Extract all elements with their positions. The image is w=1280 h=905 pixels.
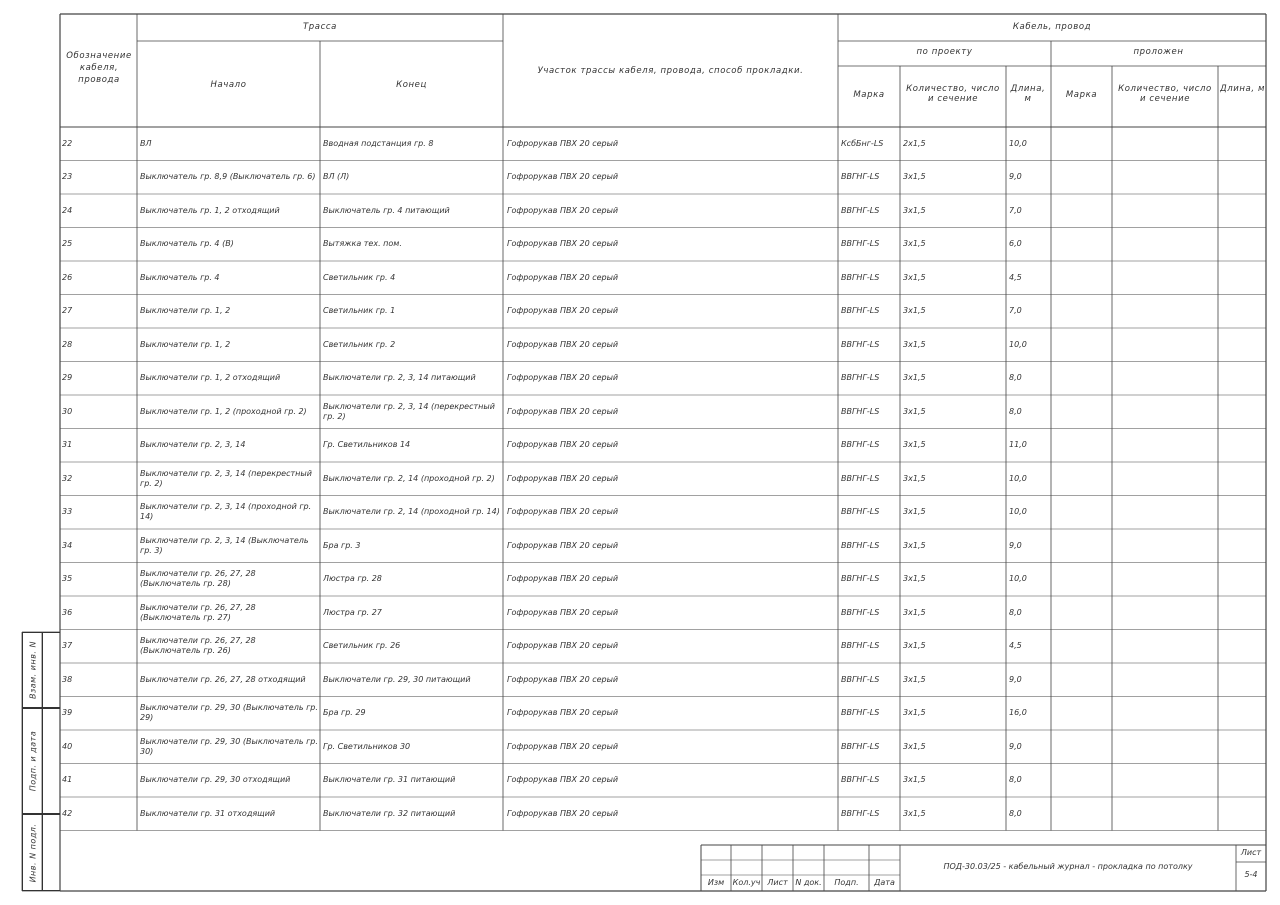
row-section: Гофрорукав ПВХ 20 серый [507,607,619,617]
row-section: Гофрорукав ПВХ 20 серый [507,138,619,148]
row-start: Выключатели гр. 1, 2 [140,306,231,316]
row-designation: 38 [62,674,73,684]
row-quantity: 3х1,5 [903,708,926,718]
row-length: 10,0 [1009,339,1027,349]
row-end: Люстра гр. 27 [323,607,382,617]
stamp-data: Дата [874,878,895,887]
stamp-sheet-number: 5-4 [1244,870,1258,879]
row-end: Выключатели гр. 32 питающий [323,808,456,818]
row-quantity: 3х1,5 [903,674,926,684]
row-end: ВЛ (Л) [323,172,350,182]
row-length: 4,5 [1009,272,1022,282]
row-length: 9,0 [1009,540,1022,550]
side-vzam: Взам. инв. N [22,632,42,708]
row-section: Гофрорукав ПВХ 20 серый [507,272,619,282]
stamp-kol: Кол.уч [732,878,761,887]
row-quantity: 3х1,5 [903,540,926,550]
header-quantity: Количество, число и сечение [906,84,1000,104]
row-quantity: 3х1,5 [903,775,926,785]
row-mark: ВВГНГ-LS [841,406,880,416]
row-length: 7,0 [1009,205,1022,215]
row-start: Выключатели гр. 2, 3, 14 (Выключатель гр. 3) [140,535,309,555]
row-mark: КсбБнг-LS [841,138,884,148]
row-mark: ВВГНГ-LS [841,172,880,182]
row-quantity: 3х1,5 [903,205,926,215]
header-length: Длина, м [1010,84,1046,104]
row-designation: 41 [62,775,73,785]
row-section: Гофрорукав ПВХ 20 серый [507,674,619,684]
row-end: Выключатель гр. 4 питающий [323,205,450,215]
row-length: 11,0 [1009,440,1027,450]
header-end: Конец [396,80,427,90]
row-designation: 28 [62,339,73,349]
row-quantity: 3х1,5 [903,339,926,349]
row-designation: 32 [62,473,73,483]
row-quantity: 3х1,5 [903,172,926,182]
row-end: Бра гр. 3 [323,540,361,550]
row-mark: ВВГНГ-LS [841,507,880,517]
row-mark: ВВГНГ-LS [841,339,880,349]
row-section: Гофрорукав ПВХ 20 серый [507,741,619,751]
header-laid: проложен [1133,47,1184,57]
row-quantity: 3х1,5 [903,574,926,584]
row-mark: ВВГНГ-LS [841,205,880,215]
row-designation: 33 [62,507,73,517]
row-mark: ВВГНГ-LS [841,239,880,249]
header-designation: Обозначение кабеля, провода [66,51,132,85]
row-length: 10,0 [1009,574,1027,584]
row-mark: ВВГНГ-LS [841,373,880,383]
header-route: Трасса [303,22,337,32]
row-designation: 40 [62,741,73,751]
row-designation: 36 [62,607,73,617]
row-designation: 26 [62,272,73,282]
row-section: Гофрорукав ПВХ 20 серый [507,775,619,785]
row-length: 16,0 [1009,708,1027,718]
row-section: Гофрорукав ПВХ 20 серый [507,540,619,550]
row-start: Выключатели гр. 1, 2 (проходной гр. 2) [140,406,307,416]
stamp-podp: Подп. [834,878,859,887]
row-mark: ВВГНГ-LS [841,607,880,617]
row-section: Гофрорукав ПВХ 20 серый [507,239,619,249]
row-designation: 24 [62,205,73,215]
row-section: Гофрорукав ПВХ 20 серый [507,708,619,718]
row-start: Выключатели гр. 31 отходящий [140,808,276,818]
header-by-project: по проекту [916,47,973,57]
row-end: Люстра гр. 28 [323,574,382,584]
row-length: 9,0 [1009,674,1022,684]
row-length: 8,0 [1009,607,1022,617]
row-section: Гофрорукав ПВХ 20 серый [507,440,619,450]
row-mark: ВВГНГ-LS [841,574,880,584]
row-length: 8,0 [1009,775,1022,785]
row-designation: 31 [62,440,73,450]
header-cable: Кабель, провод [1012,22,1092,32]
row-mark: ВВГНГ-LS [841,741,880,751]
row-quantity: 3х1,5 [903,741,926,751]
row-section: Гофрорукав ПВХ 20 серый [507,406,619,416]
row-end: Выключатели гр. 2, 14 (проходной гр. 14) [323,507,500,517]
row-end: Светильник гр. 4 [323,272,396,282]
side-vzam-field [42,632,60,708]
row-length: 9,0 [1009,172,1022,182]
row-end: Светильник гр. 2 [323,339,396,349]
row-quantity: 3х1,5 [903,473,926,483]
row-designation: 29 [62,373,73,383]
row-mark: ВВГНГ-LS [841,775,880,785]
row-length: 8,0 [1009,373,1022,383]
row-start: Выключатели гр. 2, 3, 14 (перекрестный гр. 2) [140,468,312,488]
row-section: Гофрорукав ПВХ 20 серый [507,808,619,818]
side-inv-field [42,814,60,891]
row-mark: ВВГНГ-LS [841,540,880,550]
row-end: Выключатели гр. 2, 14 (проходной гр. 2) [323,473,495,483]
row-end: Гр. Светильников 14 [323,440,411,450]
row-start: Выключатели гр. 26, 27, 28 (Выключатель гр. 28) [140,569,256,589]
row-section: Гофрорукав ПВХ 20 серый [507,473,619,483]
row-section: Гофрорукав ПВХ 20 серый [507,574,619,584]
row-end: Светильник гр. 26 [323,641,401,651]
row-start: Выключатели гр. 26, 27, 28 отходящий [140,674,306,684]
row-section: Гофрорукав ПВХ 20 серый [507,306,619,316]
row-mark: ВВГНГ-LS [841,473,880,483]
row-end: Выключатели гр. 31 питающий [323,775,456,785]
row-start: ВЛ [140,138,152,148]
row-mark: ВВГНГ-LS [841,808,880,818]
row-length: 8,0 [1009,808,1022,818]
stamp-title: ПОД-30.03/25 - кабельный журнал - прокладка по потолку [943,862,1193,871]
row-end: Выключатели гр. 2, 3, 14 питающий [323,373,476,383]
row-section: Гофрорукав ПВХ 20 серый [507,373,619,383]
row-quantity: 2х1,5 [903,138,926,148]
row-end: Бра гр. 29 [323,708,366,718]
row-quantity: 3х1,5 [903,641,926,651]
row-length: 9,0 [1009,741,1022,751]
header-laid-mark: Марка [1065,90,1098,100]
row-quantity: 3х1,5 [903,406,926,416]
row-start: Выключатели гр. 1, 2 отходящий [140,373,281,383]
row-quantity: 3х1,5 [903,373,926,383]
row-designation: 23 [62,172,73,182]
row-quantity: 3х1,5 [903,272,926,282]
row-designation: 37 [62,641,73,651]
row-length: 8,0 [1009,406,1022,416]
row-designation: 27 [62,306,73,316]
row-start: Выключатели гр. 29, 30 (Выключатель гр. 30) [140,736,318,756]
stamp-list: Лист [767,878,788,887]
stamp-izm: Изм [707,878,725,887]
row-end: Выключатели гр. 29, 30 питающий [323,674,471,684]
row-length: 4,5 [1009,641,1022,651]
row-quantity: 3х1,5 [903,239,926,249]
row-start: Выключатели гр. 1, 2 [140,339,231,349]
row-section: Гофрорукав ПВХ 20 серый [507,339,619,349]
row-mark: ВВГНГ-LS [841,708,880,718]
row-quantity: 3х1,5 [903,440,926,450]
row-end: Светильник гр. 1 [323,306,396,316]
row-start: Выключатели гр. 26, 27, 28 (Выключатель гр. 26) [140,636,256,656]
header-laid-quantity: Количество, число и сечение [1118,84,1212,104]
row-mark: ВВГНГ-LS [841,440,880,450]
row-end: Вводная подстанция гр. 8 [323,138,434,148]
row-start: Выключатели гр. 29, 30 (Выключатель гр. 29) [140,703,318,723]
stamp-ndok: N док. [795,878,822,887]
row-length: 10,0 [1009,473,1027,483]
row-end: Вытяжка тех. пом. [323,239,402,249]
row-start: Выключатели гр. 2, 3, 14 (проходной гр. 14) [140,502,312,522]
row-end: Выключатели гр. 2, 3, 14 (перекрестный гр. 2) [323,401,495,421]
row-end: Гр. Светильников 30 [323,741,411,751]
row-start: Выключатели гр. 29, 30 отходящий [140,775,291,785]
row-mark: ВВГНГ-LS [841,674,880,684]
row-start: Выключатель гр. 8,9 (Выключатель гр. 6) [140,172,316,182]
row-mark: ВВГНГ-LS [841,306,880,316]
row-start: Выключатель гр. 1, 2 отходящий [140,205,280,215]
row-start: Выключатели гр. 2, 3, 14 [140,440,246,450]
row-designation: 35 [62,574,73,584]
row-quantity: 3х1,5 [903,507,926,517]
stamp-sheet-label: Лист [1240,848,1262,857]
row-mark: ВВГНГ-LS [841,641,880,651]
row-length: 10,0 [1009,138,1027,148]
row-designation: 30 [62,406,73,416]
row-quantity: 3х1,5 [903,607,926,617]
row-designation: 34 [62,540,73,550]
header-section: Участок трассы кабеля, провода, способ прокладки. [537,66,804,76]
row-quantity: 3х1,5 [903,306,926,316]
header-laid-length: Длина, м [1220,84,1265,94]
row-length: 7,0 [1009,306,1022,316]
row-designation: 42 [62,808,73,818]
row-designation: 22 [62,138,73,148]
row-length: 10,0 [1009,507,1027,517]
side-inv: Инв. N подл. [22,814,42,891]
header-mark: Марка [853,90,885,100]
row-length: 6,0 [1009,239,1022,249]
row-section: Гофрорукав ПВХ 20 серый [507,641,619,651]
row-start: Выключатель гр. 4 [140,272,220,282]
header-start: Начало [210,80,247,90]
side-podp: Подп. и дата [22,708,42,814]
side-podp-field [42,708,60,814]
row-section: Гофрорукав ПВХ 20 серый [507,205,619,215]
row-quantity: 3х1,5 [903,808,926,818]
row-mark: ВВГНГ-LS [841,272,880,282]
row-designation: 25 [62,239,73,249]
row-section: Гофрорукав ПВХ 20 серый [507,172,619,182]
row-start: Выключатели гр. 26, 27, 28 (Выключатель гр. 27) [140,602,256,622]
row-start: Выключатель гр. 4 (В) [140,239,234,249]
row-section: Гофрорукав ПВХ 20 серый [507,507,619,517]
row-designation: 39 [62,708,73,718]
